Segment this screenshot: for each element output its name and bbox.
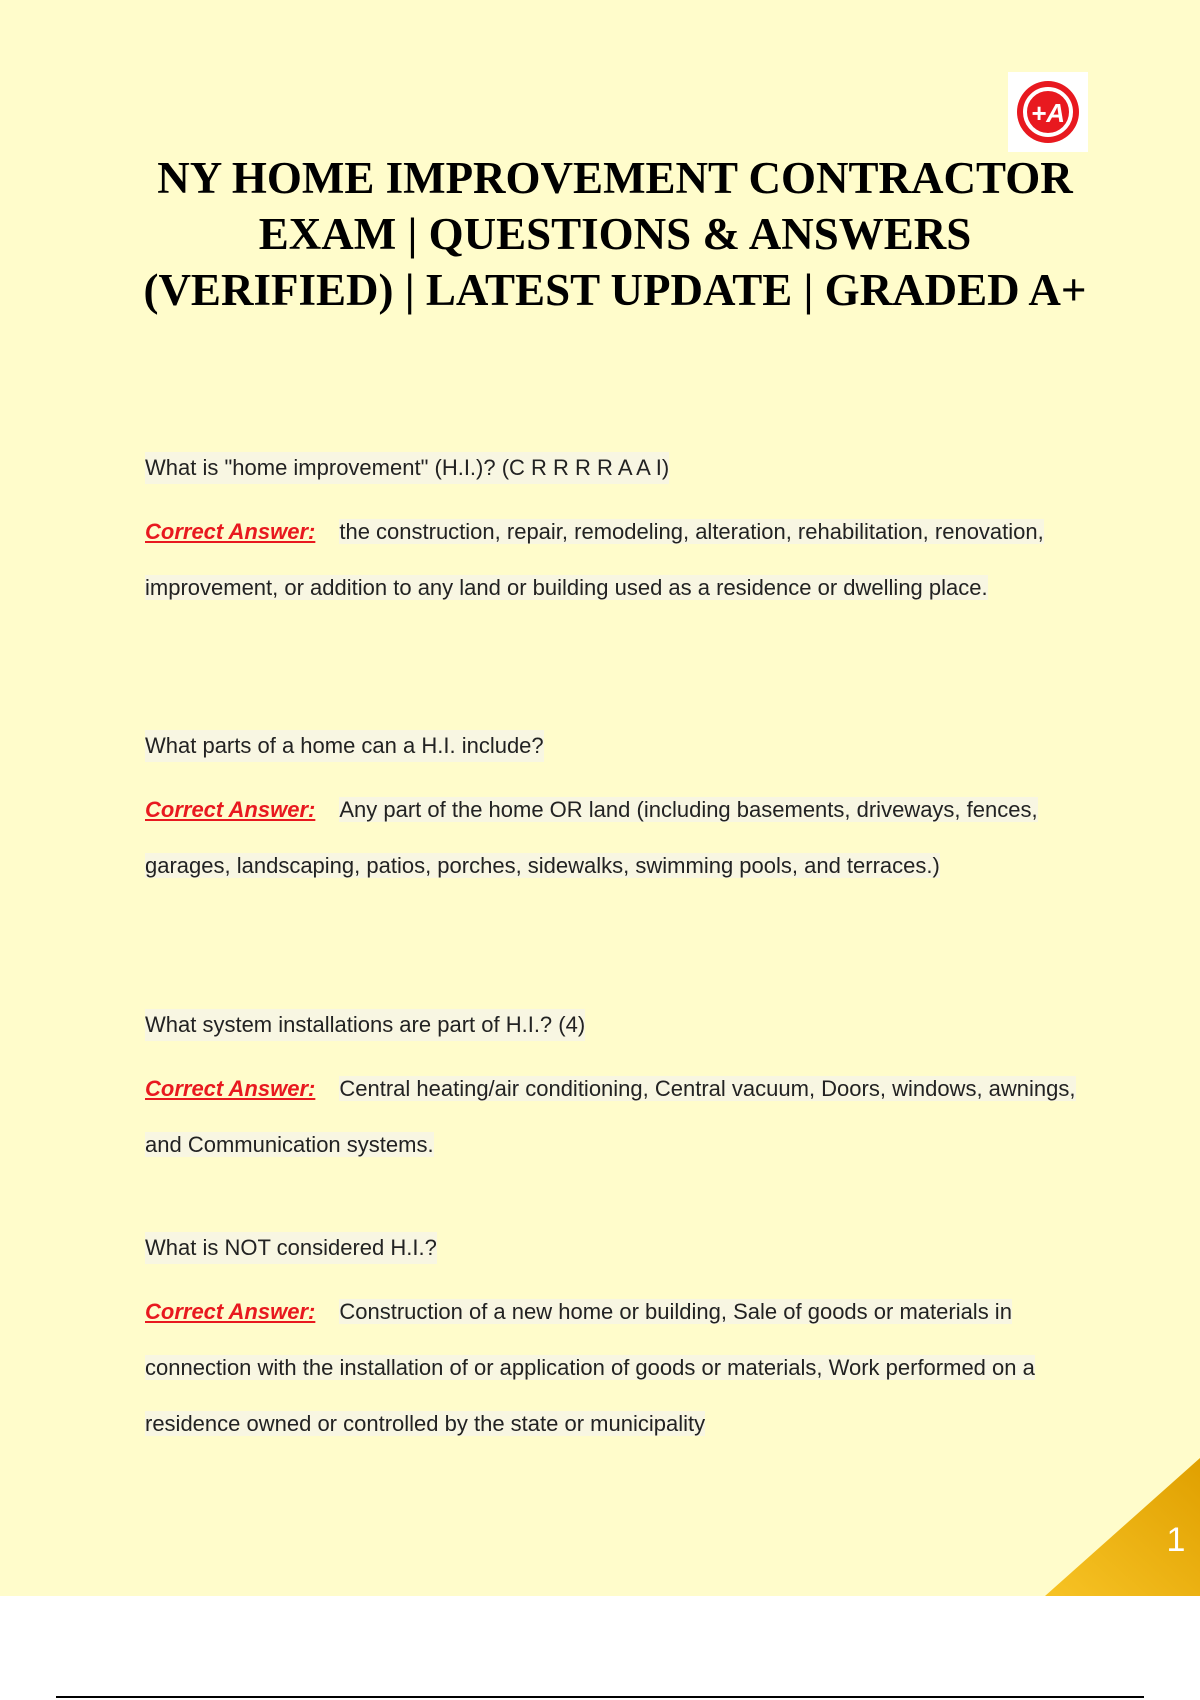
answer-block <box>145 1284 1085 1452</box>
answer-block <box>145 782 1085 894</box>
answer-text: Central heating/air conditioning, Central vacuum, Doors, windows, awnings, and Communication systems. <box>145 1076 1076 1157</box>
question-text: What parts of a home can a H.I. include? <box>145 730 544 762</box>
answer-text: Construction of a new home or building, Sale of goods or materials in connection with the installation of or application of goods or materials, Work performed on a residence owned or controlled by the state or municipality <box>145 1299 1035 1436</box>
answer-block <box>145 504 1085 616</box>
qa-item <box>145 1009 1085 1173</box>
answer-block <box>145 1061 1085 1173</box>
question-text: What is NOT considered H.I.? <box>145 1232 437 1264</box>
correct-answer-label: Correct Answer: <box>145 519 316 544</box>
logo-graphic <box>1008 72 1088 152</box>
qa-item <box>145 1232 1085 1452</box>
footer-divider <box>56 1696 1144 1698</box>
qa-item <box>145 452 1085 616</box>
question-text: What is "home improvement" (H.I.)? (C R R R R A A I) <box>145 452 669 484</box>
qa-item <box>145 730 1085 894</box>
question-text: What system installations are part of H.I.? (4) <box>145 1009 585 1041</box>
answer-text: Any part of the home OR land (including basements, driveways, fences, garages, landscaping, patios, porches, sidewalks, swimming pools, and terraces.) <box>145 797 1038 878</box>
correct-answer-label: Correct Answer: <box>145 797 316 822</box>
correct-answer-label: Correct Answer: <box>145 1299 316 1324</box>
document-title: NY HOME IMPROVEMENT CONTRACTOR EXAM | QUESTIONS & ANSWERS (VERIFIED) | LATEST UPDATE | GRADED A+ <box>143 153 1087 315</box>
correct-answer-label: Correct Answer: <box>145 1076 316 1101</box>
page-number: 1 <box>1166 1521 1186 1559</box>
answer-text: the construction, repair, remodeling, alteration, rehabilitation, renovation, improvement, or addition to any land or building used as a residence or dwelling place. <box>145 519 1044 600</box>
logo-text: +A <box>1031 98 1065 128</box>
grade-a-plus-logo <box>1008 72 1088 152</box>
